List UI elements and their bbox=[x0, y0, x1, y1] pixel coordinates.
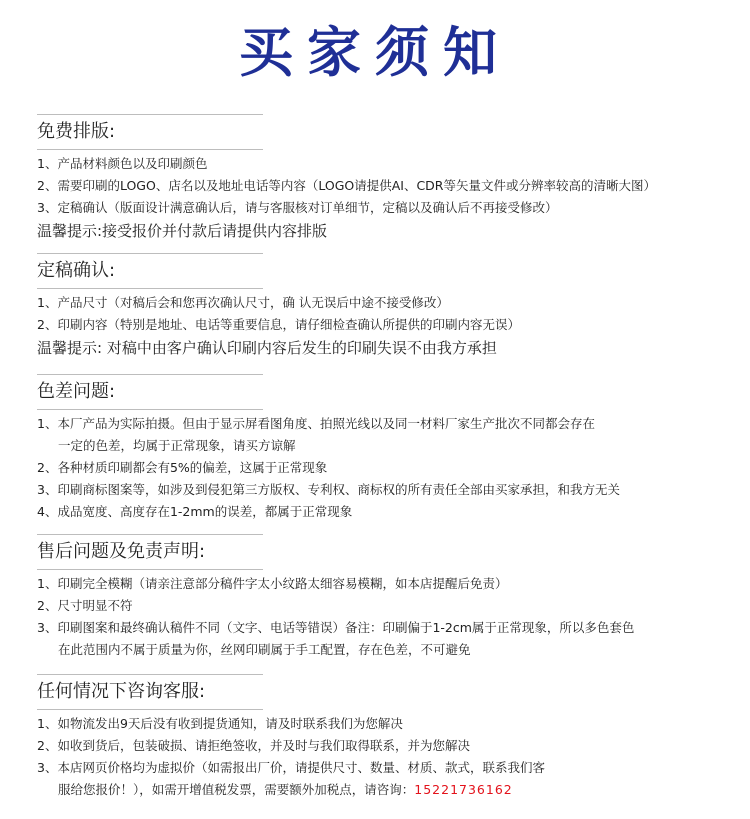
list-item-continuation: 一定的色差，均属于正常现象，请买方谅解 bbox=[58, 438, 296, 453]
section-free-layout bbox=[0, 114, 750, 243]
list-item: 3、印刷商标图案等，如涉及到侵犯第三方版权、专利权、商标权的所有责任全部由买家承担，和我方无关 bbox=[37, 482, 620, 497]
section-color-difference bbox=[0, 374, 750, 523]
contact-text: 服给您报价！），如需开增值税发票，需要额外加税点，请咨询： bbox=[58, 782, 415, 797]
divider bbox=[37, 149, 263, 150]
divider bbox=[37, 288, 263, 289]
section-heading-box bbox=[0, 674, 750, 710]
list-item: 4、成品宽度、高度存在1-2mm的误差，都属于正常现象 bbox=[37, 504, 353, 519]
warm-tip: 温馨提示: 对稿中由客户确认印刷内容后发生的印刷失误不由我方承担 bbox=[37, 339, 497, 357]
list-item: 3、本店网页价格均为虚拟价（如需报出厂价，请提供尺寸、数量、材质、款式，联系我们客 bbox=[37, 760, 545, 775]
list-item: 1、本厂产品为实际拍摄。但由于显示屏看图角度、拍照光线以及同一材料厂家生产批次不同都会存在 bbox=[37, 416, 595, 431]
section-heading: 定稿确认: bbox=[37, 260, 116, 281]
phone-number: 15221736162 bbox=[414, 782, 513, 797]
section-after-sales bbox=[0, 534, 750, 661]
list-item-continuation bbox=[37, 779, 720, 801]
list-item: 2、印刷内容（特别是地址、电话等重要信息，请仔细检查确认所提供的印刷内容无误） bbox=[37, 317, 520, 332]
section-heading: 免费排版: bbox=[37, 121, 116, 142]
list-item: 1、如物流发出9天后没有收到提货通知，请及时联系我们为您解决 bbox=[37, 716, 403, 731]
divider bbox=[37, 674, 263, 675]
section-heading: 色差问题: bbox=[37, 381, 116, 402]
list-item: 2、需要印刷的LOGO、店名以及地址电话等内容（LOGO请提供AI、CDR等矢量文件或分辨率较高的清晰大图） bbox=[37, 178, 656, 193]
list-item: 3、印刷图案和最终确认稿件不同（文字、电话等错误）备注：印刷偏于1-2cm属于正常现象，所以多色套色 bbox=[37, 620, 635, 635]
section-contact-service bbox=[0, 674, 750, 801]
section-heading-box bbox=[0, 114, 750, 150]
list-item: 1、产品材料颜色以及印刷颜色 bbox=[37, 156, 208, 171]
divider bbox=[37, 114, 263, 115]
divider bbox=[37, 253, 263, 254]
list-item: 2、各种材质印刷都会有5%的偏差，这属于正常现象 bbox=[37, 460, 328, 475]
section-heading: 任何情况下咨询客服: bbox=[37, 681, 206, 702]
divider bbox=[37, 569, 263, 570]
section-heading-box bbox=[0, 253, 750, 289]
divider bbox=[37, 534, 263, 535]
section-heading-box bbox=[0, 374, 750, 410]
section-heading: 售后问题及免责声明: bbox=[37, 541, 206, 562]
page-title: 买家须知 bbox=[239, 21, 511, 84]
section-draft-confirm bbox=[0, 253, 750, 360]
divider bbox=[37, 374, 263, 375]
list-item: 3、定稿确认（版面设计满意确认后，请与客服核对订单细节，定稿以及确认后不再接受修改） bbox=[37, 200, 558, 215]
list-item: 2、如收到货后，包装破损、请拒绝签收，并及时与我们取得联系，并为您解决 bbox=[37, 738, 470, 753]
list-item: 1、印刷完全模糊（请亲注意部分稿件字太小纹路太细容易模糊，如本店提醒后免责） bbox=[37, 576, 508, 591]
section-heading-box bbox=[0, 534, 750, 570]
warm-tip: 温馨提示:接受报价并付款后请提供内容排版 bbox=[37, 222, 328, 240]
list-item: 1、产品尺寸（对稿后会和您再次确认尺寸，确 认无误后中途不接受修改） bbox=[37, 295, 449, 310]
divider bbox=[37, 409, 263, 410]
list-item: 2、尺寸明显不符 bbox=[37, 598, 133, 613]
list-item-continuation: 在此范围内不属于质量为你，丝网印刷属于手工配置，存在色差，不可避免 bbox=[58, 642, 471, 657]
divider bbox=[37, 709, 263, 710]
